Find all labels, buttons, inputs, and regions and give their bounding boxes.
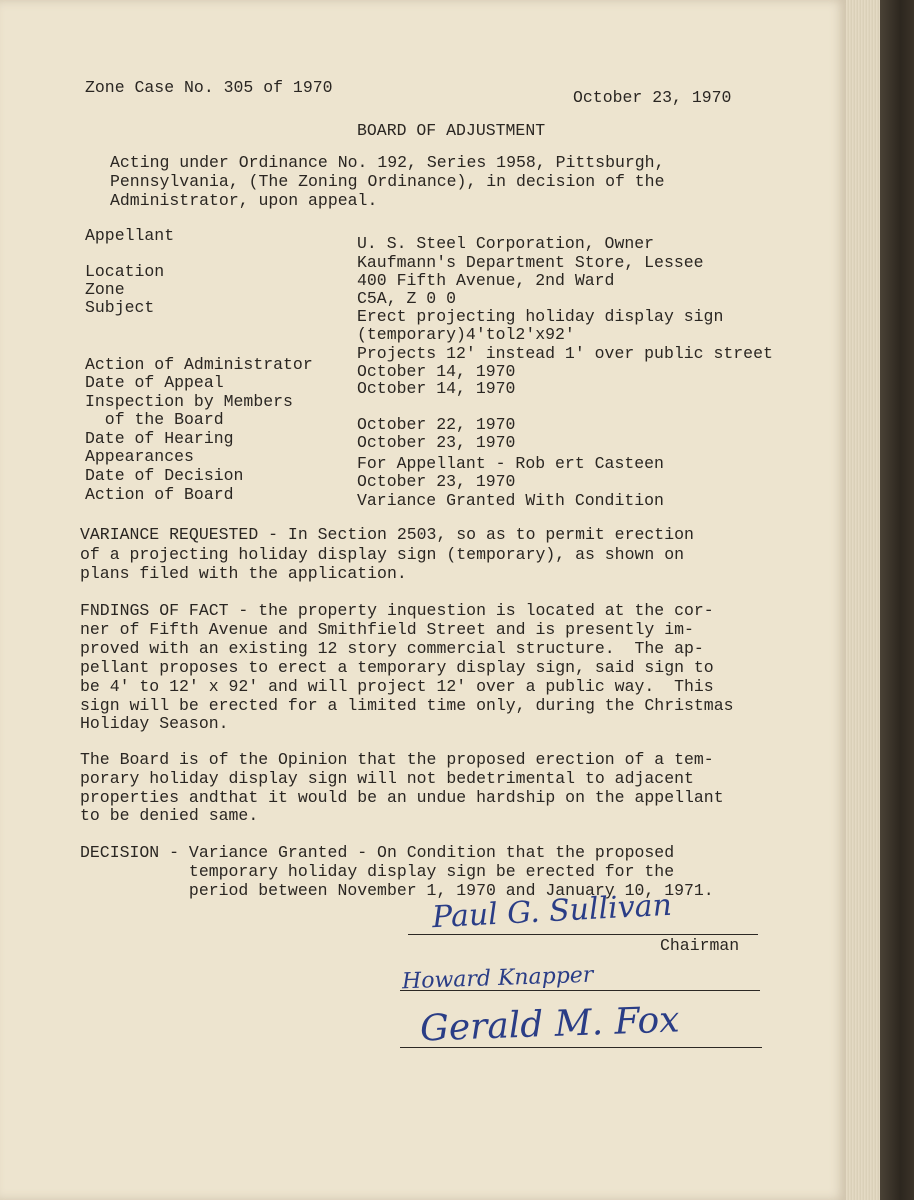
field-value: October 23, 1970 [357, 472, 516, 491]
chairman-signature: Paul G. Sullivan [431, 887, 673, 936]
findings-line: proved with an existing 12 story commercial structure. The ap- [80, 639, 704, 658]
field-value: (temporary)4'tol2'x92' [357, 325, 575, 344]
field-label: Appearances [85, 447, 194, 466]
field-label: Action of Board [85, 485, 234, 504]
field-label: Zone [85, 280, 125, 299]
member-signature-line [400, 1047, 762, 1048]
field-value: Variance Granted With Condition [357, 491, 664, 510]
book-binding [880, 0, 914, 1200]
member-signature: Howard Knapper [401, 962, 594, 995]
decision-line: DECISION - Variance Granted - On Condition that the proposed [80, 843, 675, 862]
intro-line: Pennsylvania, (The Zoning Ordinance), in decision of the [110, 172, 665, 191]
findings-line: be 4' to 12' x 92' and will project 12' over a public way. This [80, 677, 714, 696]
findings-line: sign will be erected for a limited time only, during the Christmas [80, 696, 734, 715]
document-title: BOARD OF ADJUSTMENT [357, 121, 546, 140]
field-label: Location [85, 262, 165, 281]
field-label: Subject [85, 298, 155, 317]
findings-line: Holiday Season. [80, 714, 229, 733]
field-label: Date of Decision [85, 466, 244, 485]
field-value: C5A, Z 0 0 [357, 289, 457, 308]
variance-line: of a projecting holiday display sign (temporary), as shown on [80, 545, 684, 564]
findings-line: FNDINGS OF FACT - the property inquestion is located at the cor- [80, 601, 714, 620]
decision-line: temporary holiday display sign be erected for the [80, 862, 675, 881]
opinion-line: The Board is of the Opinion that the proposed erection of a tem- [80, 750, 714, 769]
field-value: For Appellant - Rob ert Casteen [357, 454, 664, 473]
intro-line: Acting under Ordinance No. 192, Series 1958, Pittsburgh, [110, 153, 665, 172]
field-label: Appellant [85, 226, 175, 245]
field-value: October 22, 1970 [357, 415, 516, 434]
field-value: 400 Fifth Avenue, 2nd Ward [357, 271, 615, 290]
field-value: Kaufmann's Department Store, Lessee [357, 253, 704, 272]
chairman-label: Chairman [660, 936, 740, 955]
member-signature-line [400, 990, 760, 991]
case-number: Zone Case No. 305 of 1970 [85, 78, 333, 97]
field-label: Inspection by Members [85, 392, 293, 411]
field-value: Projects 12' instead 1' over public street [357, 344, 773, 363]
field-value: October 23, 1970 [357, 433, 516, 452]
field-label: Date of Appeal [85, 373, 224, 392]
variance-line: VARIANCE REQUESTED - In Section 2503, so as to permit erection [80, 525, 694, 544]
opinion-line: to be denied same. [80, 806, 259, 825]
findings-line: ner of Fifth Avenue and Smithfield Street and is presently im- [80, 620, 694, 639]
field-value: October 14, 1970 [357, 362, 516, 381]
findings-line: pellant proposes to erect a temporary display sign, said sign to [80, 658, 714, 677]
chairman-signature-line [408, 934, 758, 935]
decision-line: period between November 1, 1970 and January 10, 1971. [80, 881, 714, 900]
page-stack-edges [846, 0, 880, 1200]
variance-line: plans filed with the application. [80, 564, 407, 583]
field-value: U. S. Steel Corporation, Owner [357, 234, 655, 253]
field-label: Date of Hearing [85, 429, 234, 448]
opinion-line: porary holiday display sign will not bedetrimental to adjacent [80, 769, 694, 788]
field-value: October 14, 1970 [357, 379, 516, 398]
document-date: October 23, 1970 [573, 88, 732, 107]
intro-line: Administrator, upon appeal. [110, 191, 378, 210]
member-signature: Gerald M. Fox [419, 999, 681, 1050]
field-label: Action of Administrator [85, 355, 313, 374]
opinion-line: properties andthat it would be an undue hardship on the appellant [80, 788, 724, 807]
field-value: Erect projecting holiday display sign [357, 307, 724, 326]
field-label: of the Board [85, 410, 224, 429]
